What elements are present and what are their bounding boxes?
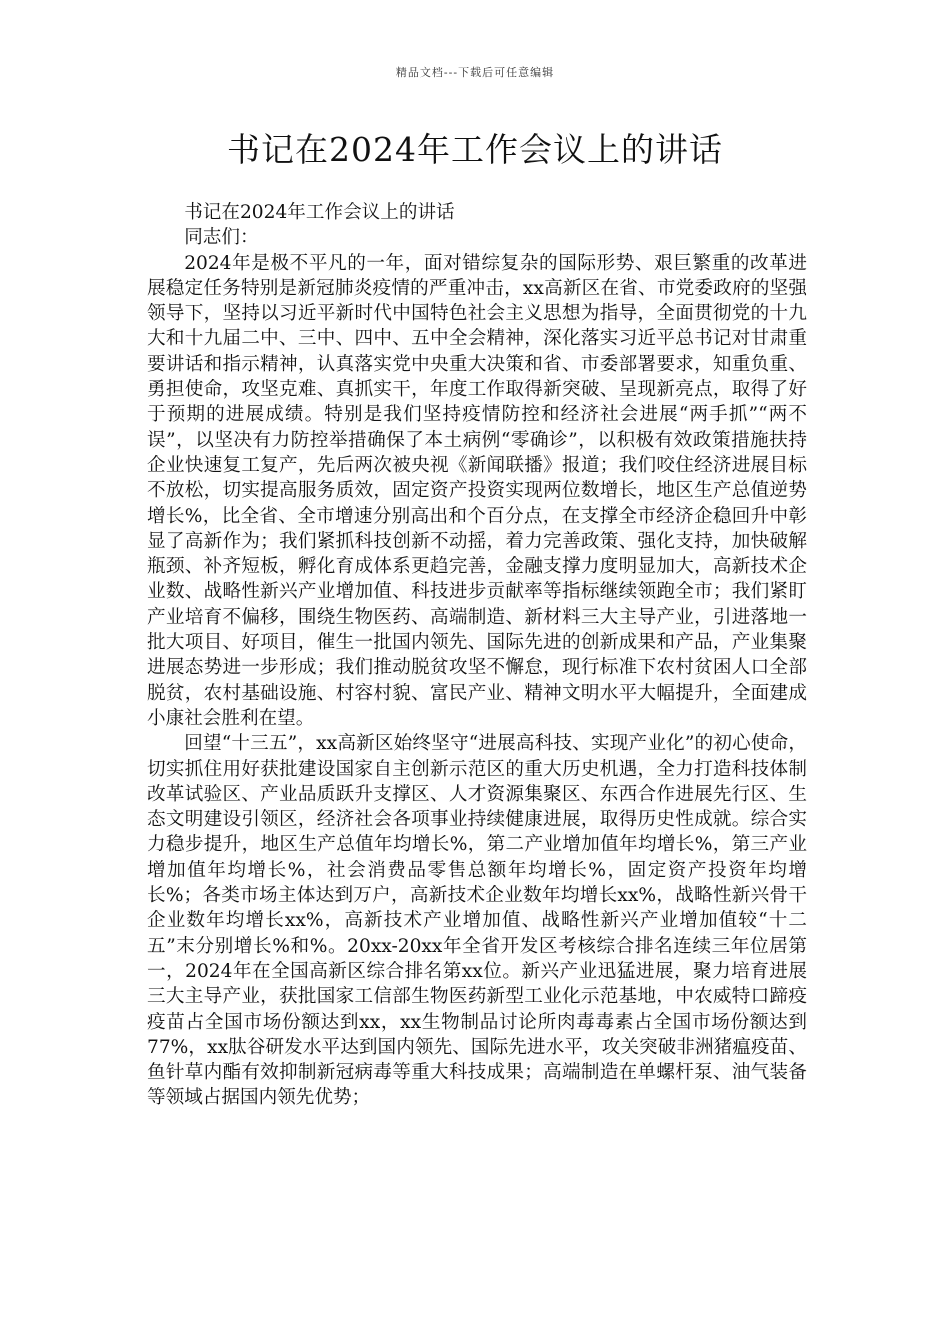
document-body [147, 200, 807, 1111]
body-paragraph-2: 回望“十三五”，xx高新区始终坚守“进展高科技、实现产业化”的初心使命，切实抓住用好获批建设国家自主创新示范区的重大历史机遇，全力打造科技体制改革试验区、产业品质跃升支撑区、人才资源集聚区、东西合作进展先行区、生态文明建设引领区，经济社会各项事业持续健康进展，取得历史性成就。综合实力稳步提升，地区生产总值年均增长%，第二产业增加值年均增长%，第三产业增加值年均增长%，社会消费品零售总额年均增长%，固定资产投资年均增长%；各类市场主体达到万户，高新技术企业数年均增长xx%，战略性新兴骨干企业数年均增长xx%，高新技术产业增加值、战略性新兴产业增加值较“十二五”末分别增长%和%。20xx-20xx年全省开发区考核综合排名连续三年位居第一，2024年在全国高新区综合排名第xx位。新兴产业迅猛进展，聚力培育进展三大主导产业，获批国家工信部生物医药新型工业化示范基地，中农威特口蹄疫疫苗占全国市场份额达到xx，xx生物制品讨论所肉毒毒素占全国市场份额达到77%，xx肽谷研发水平达到国内领先、国际先进水平，攻关突破非洲猪瘟疫苗、鱼针草内酯有效抑制新冠病毒等重大科技成果；高端制造在单螺杆泵、油气装备等领域占据国内领先优势； [147, 733, 807, 1109]
salutation: 同志们： [184, 227, 259, 249]
body-paragraph-1: 2024年是极不平凡的一年，面对错综复杂的国际形势、艰巨繁重的改革进展稳定任务特别是新冠肺炎疫情的严重冲击，xx高新区在省、市党委政府的坚强领导下，坚持以习近平新时代中国特色社会主义思想为指导，全面贯彻党的十九大和十九届二中、三中、四中、五中全会精神，深化落实习近平总书记对甘肃重要讲话和指示精神，认真落实党中央重大决策和省、市委部署要求，知重负重、勇担使命，攻坚克难、真抓实干，年度工作取得新突破、呈现新亮点，取得了好于预期的进展成绩。特别是我们坚持疫情防控和经济社会进展“两手抓”“两不误”，以坚决有力防控举措确保了本土病例“零确诊”，以积极有效政策措施扶持企业快速复工复产，先后两次被央视《新闻联播》报道；我们咬住经济进展目标不放松，切实提高服务质效，固定资产投资实现两位数增长，地区生产总值逆势增长%，比全省、全市增速分别高出和个百分点，在支撑全市经济企稳回升中彰显了高新作为；我们紧抓科技创新不动摇，着力完善政策、强化支持，加快破解瓶颈、补齐短板，孵化育成体系更趋完善，金融支撑力度明显加大，高新技术企业数、战略性新兴产业增加值、科技进步贡献率等指标继续领跑全市；我们紧盯产业培育不偏移，围绕生物医药、高端制造、新材料三大主导产业，引进落地一批大项目、好项目，催生一批国内领先、国际先进的创新成果和产品，产业集聚进展态势进一步形成；我们推动脱贫攻坚不懈怠，现行标准下农村贫困人口全部脱贫，农村基础设施、村容村貌、富民产业、精神文明水平大幅提升，全面建成小康社会胜利在望。 [147, 252, 807, 729]
page-header-note: 精品文档---下载后可任意编辑 [395, 66, 555, 79]
subtitle-line: 书记在2024年工作会议上的讲话 [184, 202, 455, 223]
document-title: 书记在2024年工作会议上的讲话 [227, 130, 723, 169]
